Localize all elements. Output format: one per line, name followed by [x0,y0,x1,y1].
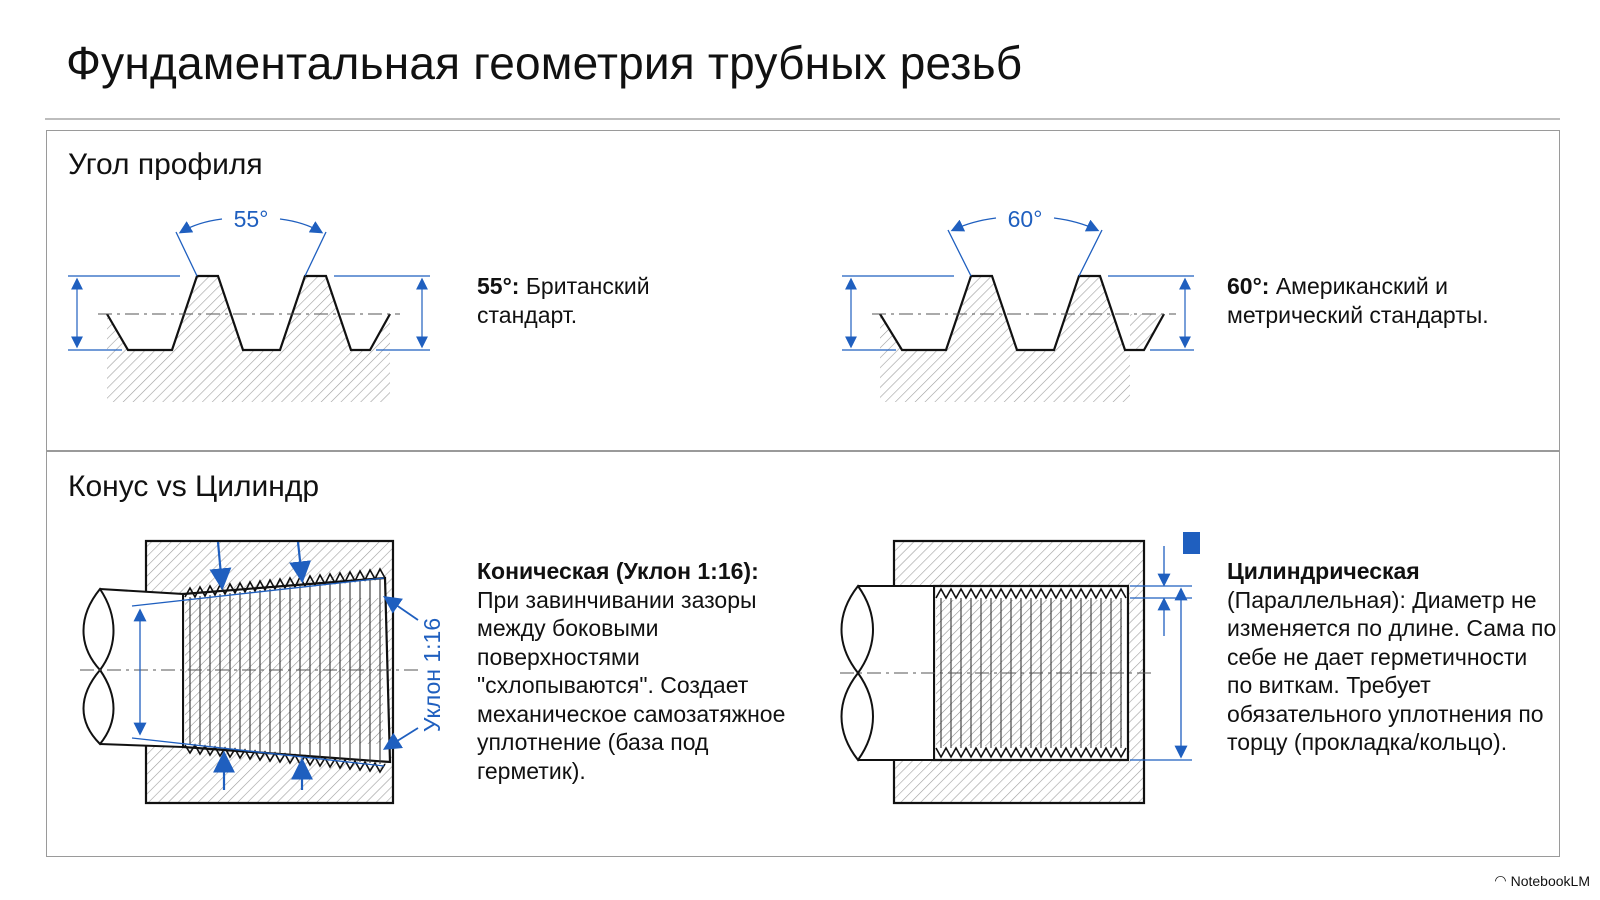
profile-60-outline [880,276,1164,350]
section-title-taper: Конус vs Цилиндр [68,470,320,503]
profile-60-angle-arc-left [953,218,996,230]
profile-55-angle-label: 55° [233,206,269,232]
thread-profile-60-diagram [842,206,1194,402]
profile-55-outline [107,276,390,350]
profile-60-angle-arc-right [1054,218,1097,230]
brand-badge [1494,872,1590,889]
thread-profile-55-diagram [68,206,430,402]
notebooklm-logo-icon: ◠ [1494,872,1507,888]
parallel-description [1227,557,1557,757]
profile-60-angle-label: 60° [1007,206,1043,232]
parallel-thread-diagram [840,532,1200,803]
profile-60-bold: 60°: [1227,273,1270,299]
profile-55-angle-arc-left [181,219,222,232]
section-title-profile: Угол профиля [68,148,263,181]
parallel-blue-marker [1183,532,1200,554]
profile-60-description [1227,272,1547,329]
profile-55-angle-arc-right [280,219,321,232]
profile-55-description [477,272,737,329]
brand-label: NotebookLM [1510,872,1590,889]
tapered-thread-core [185,598,383,744]
profile-55-bold: 55°: [477,273,520,299]
tapered-bold: Коническая (Уклон 1:16): [477,558,759,584]
tapered-slope-label: Уклон 1:16 [419,617,445,733]
parallel-text: (Параллельная): Диаметр не изменяется по длине. Сама по себе не дает герметичности по виткам. Требует обязательного уплотнения по торцу (прокладка/кольцо). [1227,586,1557,755]
page-title: Фундаментальная геометрия трубных резьб [66,37,1023,89]
profile-55-text: Британский стандарт. [477,273,650,328]
tapered-thread-diagram [80,541,445,803]
tapered-description [477,557,807,785]
profile-60-text: Американский и метрический стандарты. [1227,273,1489,328]
tapered-pipe-end [84,589,184,747]
parallel-bold: Цилиндрическая [1227,558,1420,584]
tapered-text: При завинчивании зазоры между боковыми поверхностями "схлопываются". Создает механическое самозатяжное уплотнение (база под герметик). [477,586,786,784]
